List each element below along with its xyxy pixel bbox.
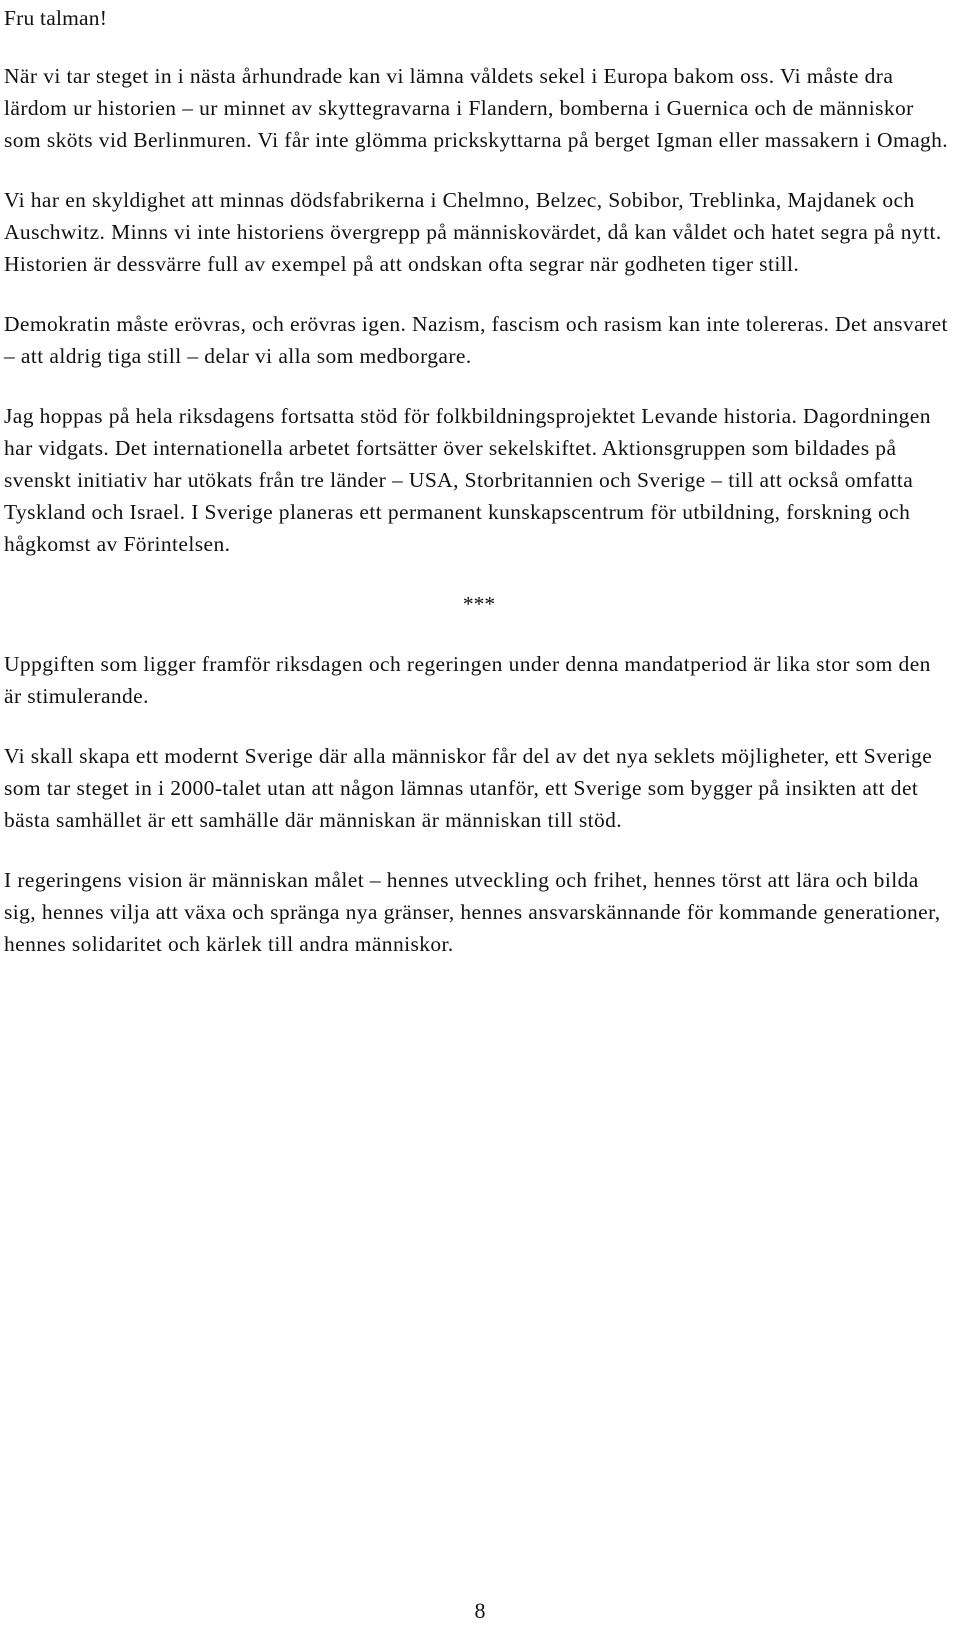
paragraph-vision: I regeringens vision är människan målet – hennes utveckling och frihet, hennes törst att lära och bilda sig, hennes vilja att växa och spränga nya gränser, hennes ansvarskännande för kommande generationer, hennes solidaritet och kärlek till andra människor. (4, 868, 941, 956)
greeting: Fru talman! (4, 6, 108, 30)
page-number: 8 (474, 1598, 486, 1623)
paragraph-living-history: Jag hoppas på hela riksdagens fortsatta stöd för folkbildningsprojektet Levande historia. Dagordningen har vidgats. Det internationella arbetet fortsätter över sekelskiftet. Aktionsgruppen som bildades på svenskt initiativ har utökats från tre länder – USA, Storbritannien och Sverige – till att också omfatta Tyskland och Israel. I Sverige planeras ett permanent kunskapscentrum för utbildning, forskning och hågkomst av Förintelsen. (4, 404, 931, 556)
document-page (4, 2, 954, 988)
paragraph-death-camps: Vi har en skyldighet att minnas dödsfabrikerna i Chelmno, Belzec, Sobibor, Treblinka, Majdanek och Auschwitz. Minns vi inte historiens övergrepp på människovärdet, då kan våldet och hatet segra på nytt. Historien är dessvärre full av exempel på att ondskan ofta segrar när godheten tiger still. (4, 188, 942, 276)
paragraph-modern-sweden: Vi skall skapa ett modernt Sverige där alla människor får del av det nya seklets möjligheter, ett Sverige som tar steget in i 2000-talet utan att någon lämnas utanför, ett Sverige som bygger på insikten att det bästa samhället är ett samhälle där människan är människan till stöd. (4, 744, 933, 832)
paragraph-democracy: Demokratin måste erövras, och erövras igen. Nazism, fascism och rasism kan inte tolereras. Det ansvaret – att aldrig tiga still – delar vi alla som medborgare. (4, 312, 948, 368)
paragraph-task: Uppgiften som ligger framför riksdagen och regeringen under denna mandatperiod är lika stor som den är stimulerande. (4, 652, 931, 708)
paragraph-europe-history: När vi tar steget in i nästa århundrade kan vi lämna våldets sekel i Europa bakom oss. Vi måste dra lärdom ur historien – ur minnet av skyttegravarna i Flandern, bomberna i Guernica och de människor som sköts vid Berlinmuren. Vi får inte glömma prickskyttarna på berget Igman eller massakern i Omagh. (4, 64, 949, 152)
section-separator: *** (462, 592, 496, 616)
